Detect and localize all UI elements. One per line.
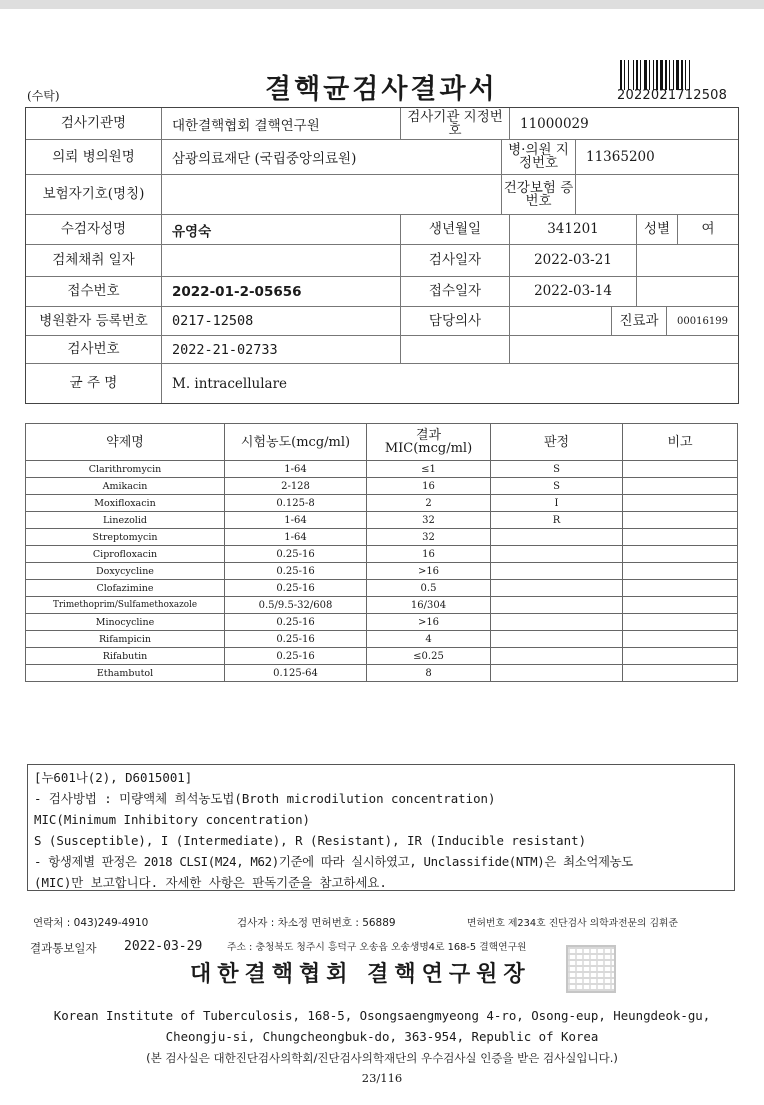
mic-result: 16 [367, 546, 491, 563]
sex-value: 여 [678, 215, 738, 245]
hospital-registration-value: 0217-12508 [162, 307, 401, 336]
table-row [26, 665, 738, 682]
department-label: 진료과 [612, 307, 667, 336]
mic-result: 32 [367, 512, 491, 529]
judgement: S [491, 461, 623, 478]
header-drug: 약제명 [26, 424, 225, 461]
remarks [623, 597, 738, 614]
strain-label: 균 주 명 [26, 364, 162, 403]
mic-result: 2 [367, 495, 491, 512]
table-row [26, 597, 738, 614]
doctor-label: 담당의사 [401, 307, 510, 336]
remarks [623, 614, 738, 631]
drug-name: Rifabutin [26, 648, 225, 665]
test-number-label: 검사번호 [26, 336, 162, 364]
birth-date-label: 생년월일 [401, 215, 510, 245]
receipt-date-value: 2022-03-14 [510, 277, 637, 307]
table-row [26, 495, 738, 512]
mic-result: 8 [367, 665, 491, 682]
patient-name-value: 유영숙 [162, 215, 401, 245]
header-judgement: 판정 [491, 424, 623, 461]
judgement [491, 614, 623, 631]
drug-name: Rifampicin [26, 631, 225, 648]
mic-result: >16 [367, 563, 491, 580]
empty-cell [637, 245, 738, 277]
requesting-clinic-label: 의뢰 병의원명 [26, 140, 162, 175]
remarks [623, 512, 738, 529]
collection-date-value [162, 245, 401, 277]
remarks [623, 665, 738, 682]
page-number: 23/116 [361, 1071, 403, 1085]
korean-address: 주소 : 충청북도 청주시 흥덕구 오송읍 오송생명4로 168-5 결핵연구원 [227, 942, 527, 953]
test-concentration: 0.125-8 [225, 495, 367, 512]
remarks [623, 563, 738, 580]
judgement: S [491, 478, 623, 495]
institution-code-value: 11000029 [510, 108, 738, 140]
sex-label: 성별 [637, 215, 678, 245]
remarks [623, 546, 738, 563]
receipt-date-label: 접수일자 [401, 277, 510, 307]
test-concentration: 0.25-16 [225, 580, 367, 597]
patient-name-label: 수검자성명 [26, 215, 162, 245]
table-row [26, 546, 738, 563]
table-row [26, 563, 738, 580]
judgement [491, 546, 623, 563]
hospital-registration-label: 병원환자 등록번호 [26, 307, 162, 336]
remarks [623, 478, 738, 495]
contact-phone: 연락처 : 043)249-4910 [33, 917, 149, 929]
judgement [491, 631, 623, 648]
table-row [26, 512, 738, 529]
top-bar [0, 0, 764, 9]
mic-result: 32 [367, 529, 491, 546]
test-concentration: 0.25-16 [225, 631, 367, 648]
header-test-concentration: 시험농도(mcg/ml) [225, 424, 367, 461]
table-row [26, 478, 738, 495]
drug-name: Ethambutol [26, 665, 225, 682]
judgement: I [491, 495, 623, 512]
document-title: 결핵균검사결과서 [265, 74, 498, 105]
clinic-code-value: 11365200 [576, 140, 738, 175]
header-remarks: 비고 [623, 424, 738, 461]
note-line: (MIC)만 보고합니다. 자세한 사항은 판독기준을 참고하세요. [34, 875, 387, 890]
english-address-line2: Cheongju-si, Chungcheongbuk-do, 363-954, Republic of Korea [165, 1029, 599, 1044]
test-date-value: 2022-03-21 [510, 245, 637, 277]
method-notes [27, 764, 735, 891]
mic-result: 16 [367, 478, 491, 495]
english-address-line1: Korean Institute of Tuberculosis, 168-5, Osongsaengmyeong 4-ro, Osong-eup, Heungdeok-gu, [53, 1008, 711, 1023]
table-row [26, 648, 738, 665]
doctor-value [510, 307, 612, 336]
test-concentration: 0.25-16 [225, 563, 367, 580]
requesting-clinic-value: 삼광의료재단 (국립중앙의료원) [162, 140, 502, 175]
test-date-label: 검사일자 [401, 245, 510, 277]
empty-cell [510, 336, 738, 364]
test-concentration: 0.25-16 [225, 648, 367, 665]
organization-signature: 대한결핵협회 결핵연구원장 [190, 961, 531, 987]
judgement [491, 563, 623, 580]
insurer-value [162, 175, 502, 215]
examiner-info: 검사자 : 차소정 면허번호 : 56889 [237, 917, 396, 929]
drug-name: Minocycline [26, 614, 225, 631]
certification-note: (본 검사실은 대한진단검사의학회/진단검사의학재단의 우수검사실 인증을 받은 검사실입니다.) [146, 1051, 618, 1065]
specialist-info: 면허번호 제234호 진단검사 의학과전문의 김휘준 [467, 918, 678, 929]
empty-cell [637, 277, 738, 307]
birth-date-value: 341201 [510, 215, 637, 245]
drug-name: Clarithromycin [26, 461, 225, 478]
table-header-row [26, 424, 738, 461]
remarks [623, 580, 738, 597]
note-line: - 검사방법 : 미량액체 희석농도법(Broth microdilution concentration) [34, 791, 496, 806]
mic-result: 4 [367, 631, 491, 648]
drug-name: Linezolid [26, 512, 225, 529]
remarks [623, 631, 738, 648]
note-line: MIC(Minimum Inhibitory concentration) [34, 812, 311, 827]
test-concentration: 0.25-16 [225, 546, 367, 563]
barcode-number: 2022021712508 [617, 88, 728, 103]
test-concentration: 0.25-16 [225, 614, 367, 631]
institution-label: 검사기관명 [26, 108, 162, 140]
empty-cell [401, 336, 510, 364]
receipt-tag: (수탁) [27, 89, 60, 103]
drug-name: Clofazimine [26, 580, 225, 597]
test-concentration: 0.125-64 [225, 665, 367, 682]
drug-name: Amikacin [26, 478, 225, 495]
note-line: S (Susceptible), I (Intermediate), R (Resistant), IR (Inducible resistant) [34, 833, 587, 848]
judgement [491, 580, 623, 597]
header-mic-result-label: 결과 MIC(mcg/ml) [384, 428, 473, 456]
judgement [491, 665, 623, 682]
insurer-label: 보험자기호(명칭) [26, 175, 162, 215]
judgement [491, 648, 623, 665]
table-row [26, 614, 738, 631]
department-value: 00016199 [667, 307, 738, 336]
strain-value: M. intracellulare [172, 375, 288, 392]
header-mic-result [367, 424, 491, 461]
institution-code-label: 검사기관 지정번호 [401, 108, 510, 140]
report-date-value: 2022-03-29 [124, 939, 203, 954]
test-number-value: 2022-21-02733 [162, 336, 401, 364]
remarks [623, 461, 738, 478]
table-row [26, 631, 738, 648]
mic-result: 16/304 [367, 597, 491, 614]
drug-susceptibility-table [25, 423, 738, 682]
info-table [25, 107, 739, 404]
collection-date-label: 검체채취 일자 [26, 245, 162, 277]
mic-result: ≤0.25 [367, 648, 491, 665]
note-line: - 항생제별 판정은 2018 CLSI(M24, M62)기준에 따라 실시하였고, Unclassifide(NTM)은 최소억제농도 [34, 854, 633, 869]
test-concentration: 1-64 [225, 461, 367, 478]
test-concentration: 1-64 [225, 512, 367, 529]
mic-result: ≤1 [367, 461, 491, 478]
mic-result: >16 [367, 614, 491, 631]
drug-name: Trimethoprim/Sulfamethoxazole [26, 597, 225, 614]
drug-name: Doxycycline [26, 563, 225, 580]
test-concentration: 1-64 [225, 529, 367, 546]
remarks [623, 529, 738, 546]
official-seal-icon [566, 945, 616, 993]
remarks [623, 648, 738, 665]
institution-value: 대한결핵협회 결핵연구원 [162, 108, 401, 140]
judgement [491, 529, 623, 546]
test-concentration: 2-128 [225, 478, 367, 495]
health-insurance-no-value [576, 175, 738, 215]
report-date-label: 결과통보일자 [30, 941, 97, 955]
table-row [26, 580, 738, 597]
drug-name: Streptomycin [26, 529, 225, 546]
drug-name: Ciprofloxacin [26, 546, 225, 563]
remarks [623, 495, 738, 512]
barcode-icon [620, 60, 726, 90]
mic-result: 0.5 [367, 580, 491, 597]
table-row [26, 461, 738, 478]
table-row [26, 529, 738, 546]
receipt-number-label: 접수번호 [26, 277, 162, 307]
receipt-number-value: 2022-01-2-05656 [162, 277, 401, 307]
note-line: [누601나(2), D6015001] [34, 770, 193, 785]
judgement [491, 597, 623, 614]
clinic-code-label: 병·의원 지정번호 [502, 140, 576, 175]
drug-name: Moxifloxacin [26, 495, 225, 512]
health-insurance-no-label: 건강보험 증번호 [502, 175, 576, 215]
test-concentration: 0.5/9.5-32/608 [225, 597, 367, 614]
judgement: R [491, 512, 623, 529]
